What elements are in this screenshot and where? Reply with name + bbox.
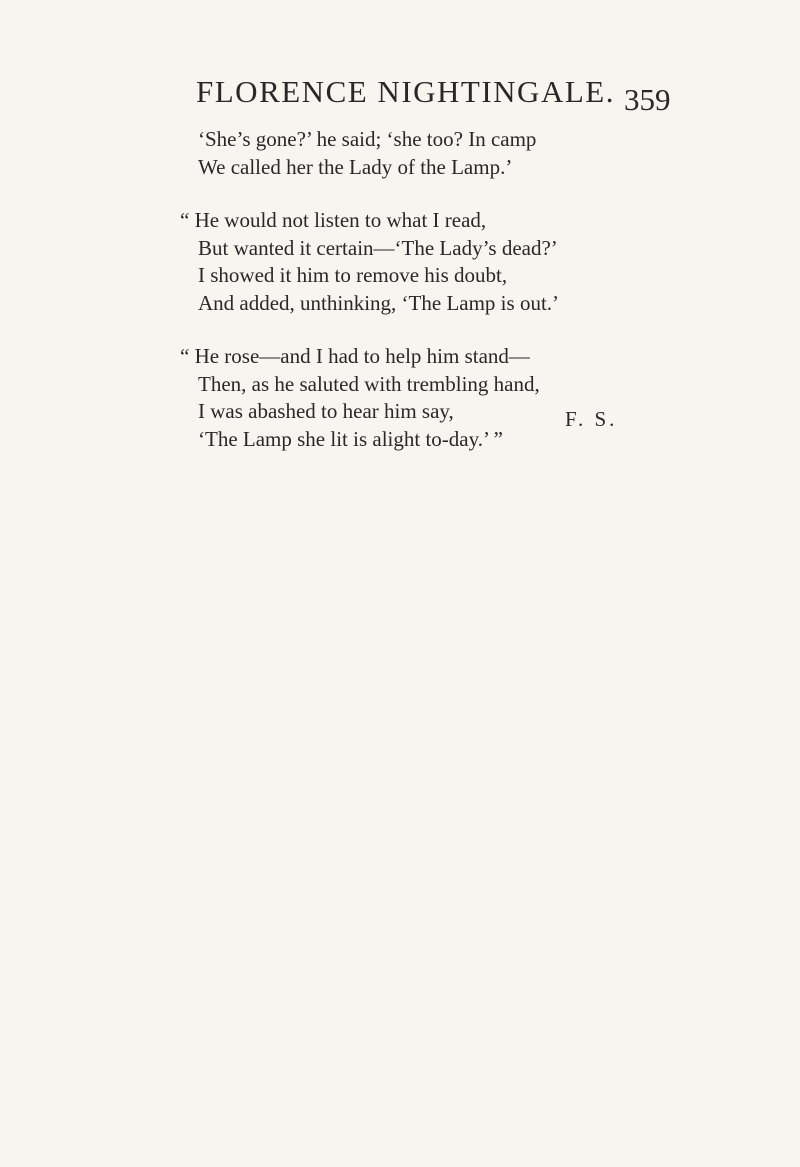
poem-line: ‘She’s gone?’ he said; ‘she too? In camp <box>198 127 537 151</box>
stanza <box>160 343 630 453</box>
poem-line: I showed it him to remove his doubt, <box>198 263 508 287</box>
page-number: 359 <box>624 82 671 117</box>
poem-line: I was abashed to hear him say, <box>198 399 454 423</box>
running-title: FLORENCE NIGHTINGALE. <box>196 74 615 109</box>
poem-line: And added, unthinking, ‘The Lamp is out.’ <box>198 290 560 315</box>
poem-line: But wanted it certain—‘The Lady’s dead?’ <box>198 235 558 260</box>
poem-line: “ He rose—and I had to help him stand— <box>180 344 530 368</box>
poem-line: “ He would not listen to what I read, <box>180 208 487 232</box>
poem-line: ‘The Lamp she lit is alight to-day.’ ” <box>198 426 503 451</box>
poem <box>160 126 630 479</box>
stanza <box>160 207 630 317</box>
signature: F. S. <box>565 407 618 431</box>
poem-line: Then, as he saluted with trembling hand, <box>198 371 540 396</box>
running-head <box>196 74 716 122</box>
stanza <box>160 126 630 181</box>
poem-line: We called her the Lady of the Lamp.’ <box>198 154 513 179</box>
